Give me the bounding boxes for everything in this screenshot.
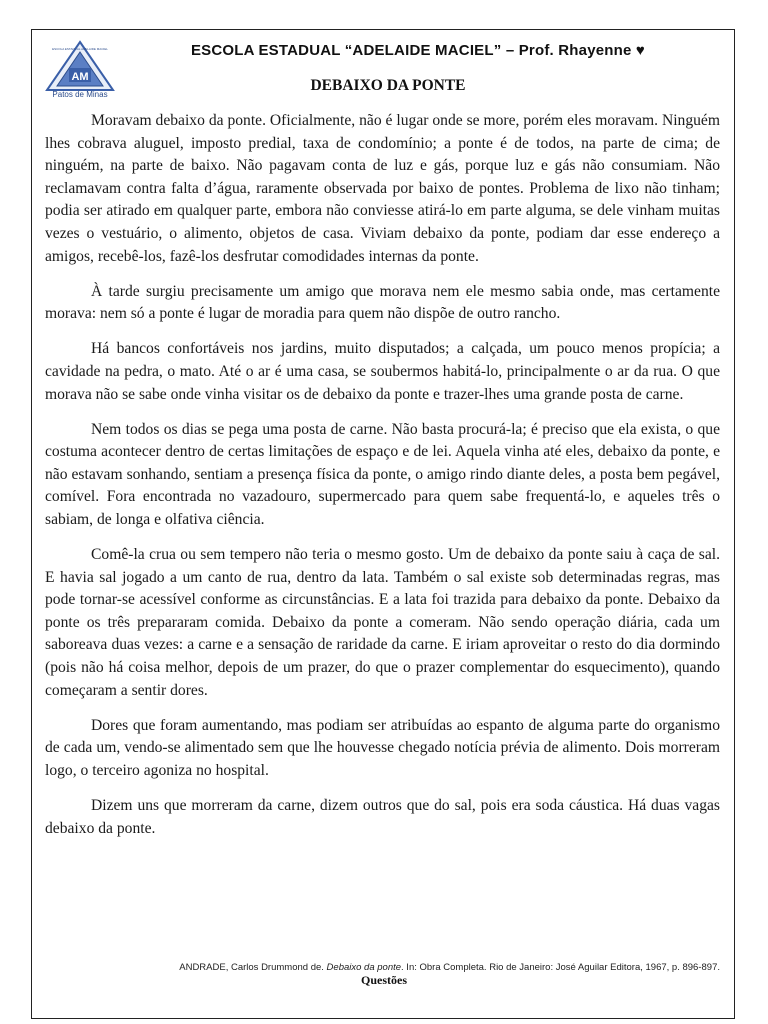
logo-city: Patos de Minas — [52, 90, 108, 98]
logo-emblem — [43, 40, 117, 98]
logo-initials: AM — [71, 71, 89, 83]
paragraph: Dores que foram aumentando, mas podiam ser atribuídas ao espanto de alguma parte do organismo de cada um, vendo-se alimentado sem que lhe houvesse chegado notícia prévia de alimento. Dois morreram logo, o terceiro agoniza no hospital. — [45, 716, 720, 779]
logo-ring-text: ESCOLA ESTADUAL ADELAIDE MACIEL — [52, 47, 108, 51]
citation — [60, 962, 720, 973]
school-logo — [43, 40, 117, 98]
citation-work: Debaixo da ponte — [326, 962, 402, 973]
story-title: DEBAIXO DA PONTE — [310, 77, 466, 94]
questions-heading: Questões — [361, 973, 407, 987]
citation-author: ANDRADE, Carlos Drummond de. — [179, 962, 327, 973]
paragraph: Dizem uns que morreram da carne, dizem outros que do sal, pois era soda cáustica. Há duas vagas debaixo da ponte. — [45, 797, 720, 837]
paragraph: Há bancos confortáveis nos jardins, muito disputados; a calçada, um pouco menos propícia; a cavidade na pedra, o mato. Até o ar é uma casa, se soubermos habitá-lo, principalmente o ar da rua. O que morava não se sabe onde vinha visitar os de debaixo da ponte e trazer-lhes uma grande posta de carne. — [45, 340, 720, 403]
citation-publication: . In: Obra Completa. Rio de Janeiro: José Aguilar Editora, 1967, p. 896-897. — [401, 962, 720, 973]
paragraph: À tarde surgiu precisamente um amigo que morava nem ele mesmo sabia onde, mas certamente morava: nem só a ponte é lugar de moradia para quem não dispõe de outro rancho. — [45, 282, 720, 323]
school-header: ESCOLA ESTADUAL “ADELAIDE MACIEL” – Prof. Rhayenne ♥ — [190, 42, 646, 59]
paragraph: Comê-la crua ou sem tempero não teria o mesmo gosto. Um de debaixo da ponte saiu à caça de sal. E havia sal jogado a um canto de rua, dentro da lata. Também o sal existe sob determinadas regras, mas pode tornar-se acessível conforme as circunstâncias. E a lata foi trazida para debaixo da ponte. Debaixo da ponte os três prepararam comida. Debaixo da ponte a comeram. Não sendo operação diária, cada um saboreava duas vezes: a carne e a sensação de raridade da carne. E iriam aproveitar o resto do dia dormindo (pois não há coisa melhor, depois de um prazer, do que o prazer complementar do esquecimento), quando começaram a sentir dores. — [45, 546, 720, 699]
story-body — [45, 110, 720, 853]
paragraph: Nem todos os dias se pega uma posta de carne. Não basta procurá-la; é preciso que ela exista, o que costuma acontecer dentro de certas limitações de espaço e de lei. Aquela vinha até eles, debaixo da ponte, e não estavam sonhando, sentiam a presença física da ponte, o amigo rindo diante deles, a posta bem pegável, comível. Fora encontrada no vazadouro, supermercado para quem sabe frequentá-lo, e aqueles três o sabiam, de longa e olfativa ciência. — [45, 420, 720, 528]
paragraph: Moravam debaixo da ponte. Oficialmente, não é lugar onde se more, porém eles moravam. Ninguém lhes cobrava aluguel, imposto predial, taxa de condomínio; a ponte é de todos, na parte de cima; de ninguém, na parte de baixo. Não pagavam conta de luz e gás, porque luz e gás não consumiam. Não reclamavam contra falta d’água, raramente observada por baixo de pontes. Problema de lixo não tinham; podia ser atirado em qualquer parte, embora não conviesse atirá-lo em parte alguma, se dele vinham muitas vezes o vestuário, o alimento, objetos de casa. Viviam debaixo da ponte, podiam dar esse endereço a amigos, recebê-los, fazê-los desfrutar comodidades internas da ponte. — [45, 112, 720, 265]
